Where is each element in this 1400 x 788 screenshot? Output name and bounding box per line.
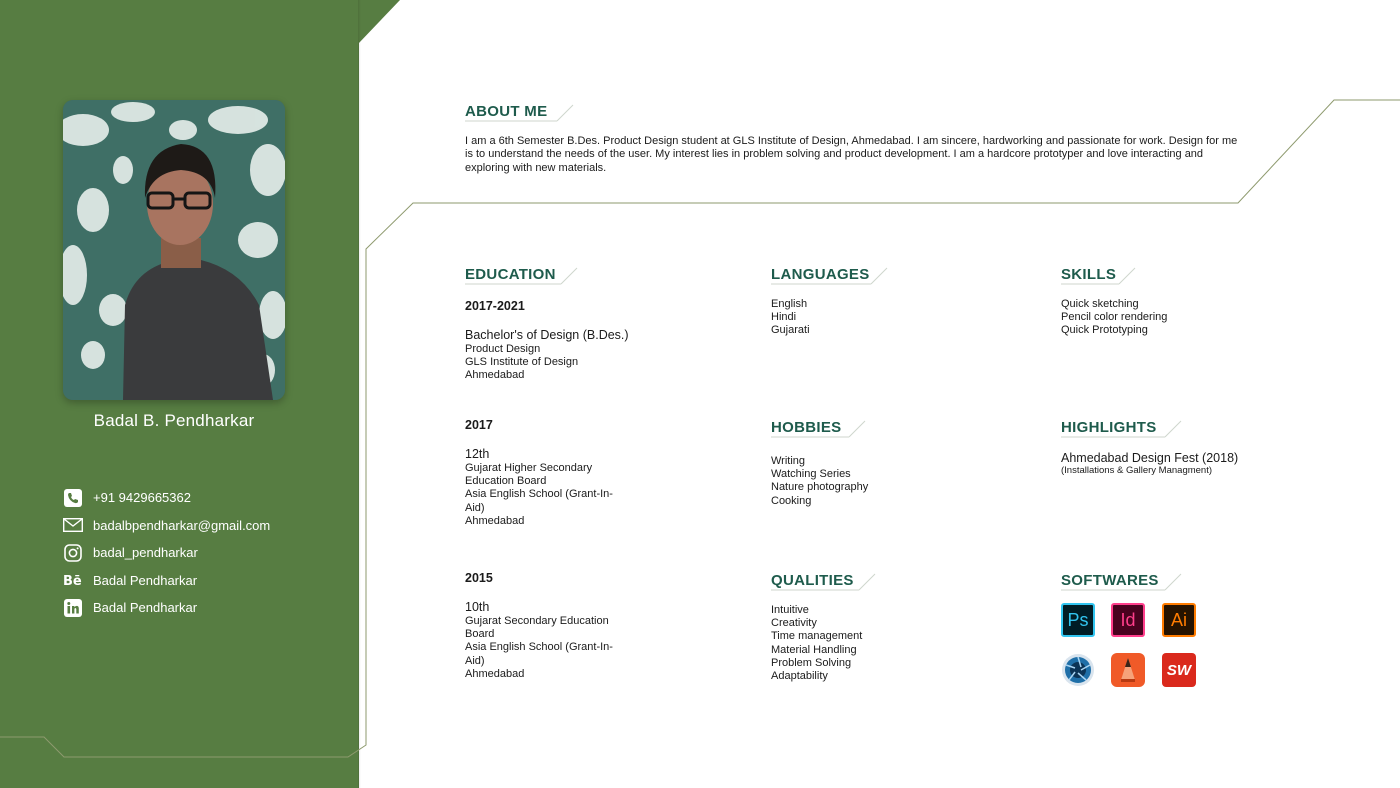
list-item: Gujarati bbox=[771, 324, 810, 337]
education-title-underline bbox=[465, 265, 581, 285]
education-detail-line: Asia English School (Grant-In- bbox=[465, 641, 613, 654]
hobbies-title: HOBBIES bbox=[771, 419, 842, 436]
indesign-label: Id bbox=[1111, 603, 1145, 637]
contact-behance[interactable] bbox=[63, 567, 270, 595]
illustrator-label: Ai bbox=[1162, 603, 1196, 637]
list-item: Problem Solving bbox=[771, 656, 852, 669]
behance-icon bbox=[63, 570, 83, 590]
education-degree: 10th bbox=[465, 600, 490, 614]
education-details bbox=[465, 462, 613, 528]
highlight-subtitle: (Installations & Gallery Managment) bbox=[1061, 465, 1213, 476]
education-detail-line: Asia English School (Grant-In- bbox=[465, 488, 613, 501]
linkedin-icon bbox=[63, 598, 83, 618]
contact-linkedin-text: Badal Pendharkar bbox=[93, 600, 198, 616]
education-degree: Bachelor's of Design (B.Des.) bbox=[465, 328, 629, 342]
illustrator-icon bbox=[1162, 603, 1196, 637]
list-item: Writing bbox=[771, 455, 806, 467]
about-text: I am a 6th Semester B.Des. Product Design student at GLS Institute of Design, Ahmedabad. I am sincere, hardworking and passionate for work. Design for me is to understand the needs of the user. My interest lies in problem solving and product development. I am a hardcore prototyper and love interacting and exploring with new materials. bbox=[465, 135, 1238, 174]
phone-icon bbox=[63, 488, 83, 508]
languages-title: LANGUAGES bbox=[771, 266, 870, 283]
education-detail-line: Product Design bbox=[465, 343, 541, 355]
contact-phone[interactable] bbox=[63, 484, 270, 512]
skills-title-underline bbox=[1061, 265, 1139, 285]
person-name: Badal B. Pendharkar bbox=[93, 411, 255, 430]
skills-title: SKILLS bbox=[1061, 266, 1117, 283]
list-item: Time management bbox=[771, 630, 863, 643]
education-details bbox=[465, 343, 578, 383]
education-detail-line: GLS Institute of Design bbox=[465, 356, 579, 369]
contact-behance-text: Badal Pendharkar bbox=[93, 572, 198, 588]
solidworks-icon bbox=[1162, 653, 1196, 687]
list-item: Quick sketching bbox=[1061, 298, 1139, 310]
highlights-title: HIGHLIGHTS bbox=[1061, 419, 1157, 436]
list-item: Creativity bbox=[771, 617, 817, 630]
hobbies-list bbox=[771, 455, 868, 508]
about-title-underline bbox=[465, 102, 577, 122]
education-detail-line: Gujarat Secondary Education bbox=[465, 615, 609, 627]
highlights-title-underline bbox=[1061, 418, 1185, 438]
qualities-title: QUALITIES bbox=[771, 572, 854, 589]
softwares-title-underline bbox=[1061, 571, 1185, 591]
instagram-icon bbox=[63, 543, 83, 563]
education-title: EDUCATION bbox=[465, 266, 556, 283]
contact-email[interactable] bbox=[63, 512, 270, 540]
list-item: Watching Series bbox=[771, 468, 851, 481]
list-item: Intuitive bbox=[771, 604, 809, 616]
education-detail-line: Aid) bbox=[465, 501, 485, 514]
softwares-title: SOFTWARES bbox=[1061, 572, 1159, 589]
education-detail-line: Education Board bbox=[465, 475, 547, 488]
education-detail-line: Ahmedabad bbox=[465, 667, 525, 680]
list-item: Pencil color rendering bbox=[1061, 311, 1168, 324]
sidebar-shadow bbox=[358, 0, 361, 788]
contact-instagram[interactable] bbox=[63, 539, 270, 567]
photoshop-icon bbox=[1061, 603, 1095, 637]
education-detail-line: Gujarat Higher Secondary bbox=[465, 462, 593, 474]
education-year: 2017-2021 bbox=[465, 299, 525, 313]
contact-list bbox=[63, 484, 270, 622]
list-item: Quick Prototyping bbox=[1061, 324, 1148, 337]
mail-icon bbox=[63, 515, 83, 535]
svg-text:Bē: Bē bbox=[63, 574, 82, 588]
list-item: Cooking bbox=[771, 494, 812, 507]
contact-instagram-text: badal_pendharkar bbox=[93, 545, 198, 561]
sidebar-corner-decoration bbox=[358, 0, 400, 44]
highlight-title: Ahmedabad Design Fest (2018) bbox=[1061, 451, 1239, 465]
education-degree: 12th bbox=[465, 447, 490, 461]
keyshot-icon bbox=[1061, 653, 1095, 687]
sketchbook-icon bbox=[1111, 653, 1145, 687]
education-year: 2017 bbox=[465, 418, 493, 432]
indesign-icon bbox=[1111, 603, 1145, 637]
list-item: English bbox=[771, 298, 808, 310]
profile-photo bbox=[63, 100, 285, 400]
list-item: Material Handling bbox=[771, 643, 857, 656]
list-item: Hindi bbox=[771, 311, 797, 324]
solidworks-label: SW bbox=[1162, 653, 1196, 687]
languages-title-underline bbox=[771, 265, 891, 285]
education-detail-line: Aid) bbox=[465, 654, 485, 667]
education-details bbox=[465, 615, 613, 681]
education-year: 2015 bbox=[465, 571, 493, 585]
list-item: Nature photography bbox=[771, 481, 869, 494]
list-item: Adaptability bbox=[771, 670, 828, 683]
photoshop-label: Ps bbox=[1061, 603, 1095, 637]
contact-linkedin[interactable] bbox=[63, 594, 270, 622]
education-detail-line: Board bbox=[465, 628, 495, 641]
languages-list bbox=[771, 298, 810, 338]
skills-list bbox=[1061, 298, 1167, 338]
education-detail-line: Ahmedabad bbox=[465, 514, 525, 527]
qualities-list bbox=[771, 604, 862, 683]
qualities-title-underline bbox=[771, 571, 879, 591]
contact-phone-text: +91 9429665362 bbox=[93, 490, 191, 506]
contact-email-text: badalbpendharkar@gmail.com bbox=[93, 517, 271, 533]
hobbies-title-underline bbox=[771, 418, 869, 438]
about-title: ABOUT ME bbox=[465, 103, 548, 120]
education-detail-line: Ahmedabad bbox=[465, 369, 525, 382]
